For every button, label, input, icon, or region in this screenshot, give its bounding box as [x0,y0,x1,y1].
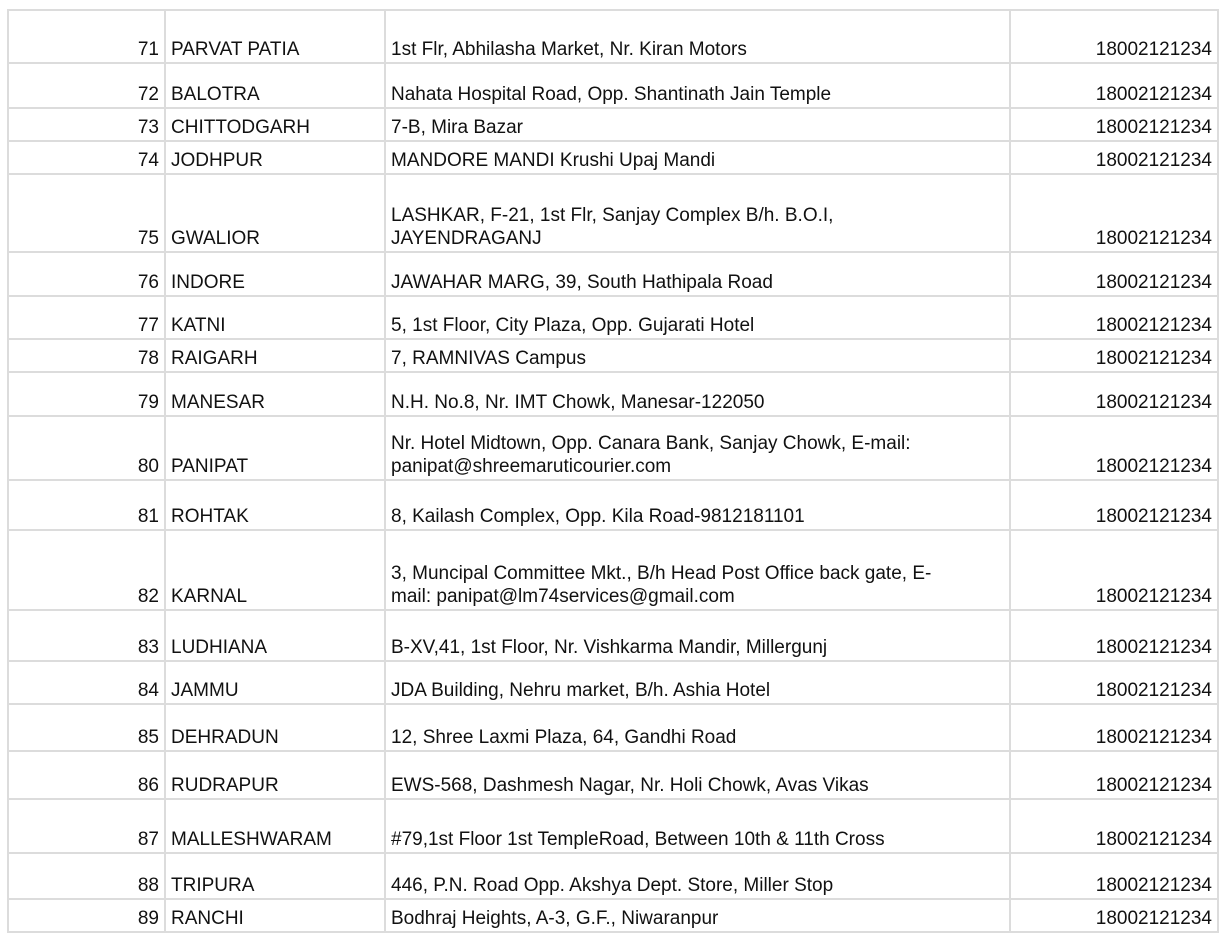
cell-serial-number[interactable]: 80 [8,416,165,480]
address-line: 7-B, Mira Bazar [391,117,523,138]
address-line: EWS-568, Dashmesh Nagar, Nr. Holi Chowk, Avas Vikas [391,775,869,796]
address-line: mail: panipat@lm74services@gmail.com [391,586,735,607]
table-row [8,339,1218,372]
address-line: JAYENDRAGANJ [391,228,542,249]
cell-address[interactable] [385,704,1010,751]
cell-serial-number[interactable]: 85 [8,704,165,751]
table-row [8,751,1218,799]
cell-address[interactable] [385,252,1010,296]
cell-phone[interactable]: 18002121234 [1010,661,1218,704]
cell-serial-number[interactable]: 86 [8,751,165,799]
cell-city[interactable]: LUDHIANA [165,610,385,661]
cell-serial-number[interactable]: 88 [8,853,165,899]
cell-phone[interactable]: 18002121234 [1010,853,1218,899]
cell-phone[interactable]: 18002121234 [1010,416,1218,480]
cell-city[interactable]: TRIPURA [165,853,385,899]
cell-serial-number[interactable]: 89 [8,899,165,932]
cell-city[interactable]: PANIPAT [165,416,385,480]
cell-address[interactable] [385,661,1010,704]
cell-serial-number[interactable]: 77 [8,296,165,339]
cell-address[interactable] [385,108,1010,141]
address-line: #79,1st Floor 1st TempleRoad, Between 10th & 11th Cross [391,829,885,850]
cell-city[interactable]: KATNI [165,296,385,339]
cell-serial-number[interactable]: 82 [8,530,165,610]
table-row [8,899,1218,932]
cell-address[interactable] [385,799,1010,853]
address-line: 12, Shree Laxmi Plaza, 64, Gandhi Road [391,727,737,748]
table-row [8,530,1218,610]
cell-city[interactable]: KARNAL [165,530,385,610]
table-row [8,799,1218,853]
cell-phone[interactable]: 18002121234 [1010,530,1218,610]
table-row [8,704,1218,751]
cell-phone[interactable]: 18002121234 [1010,799,1218,853]
cell-city[interactable]: JODHPUR [165,141,385,174]
cell-address[interactable] [385,530,1010,610]
cell-city[interactable]: INDORE [165,252,385,296]
cell-serial-number[interactable]: 84 [8,661,165,704]
cell-phone[interactable]: 18002121234 [1010,339,1218,372]
address-line: Bodhraj Heights, A-3, G.F., Niwaranpur [391,908,719,929]
cell-address[interactable] [385,372,1010,416]
cell-city[interactable]: BALOTRA [165,63,385,108]
cell-city[interactable]: GWALIOR [165,174,385,252]
cell-city[interactable]: RAIGARH [165,339,385,372]
table-row [8,174,1218,252]
address-line: JAWAHAR MARG, 39, South Hathipala Road [391,272,773,293]
table-row [8,63,1218,108]
cell-serial-number[interactable]: 73 [8,108,165,141]
address-line: MANDORE MANDI Krushi Upaj Mandi [391,150,716,171]
cell-phone[interactable]: 18002121234 [1010,174,1218,252]
cell-address[interactable] [385,296,1010,339]
cell-serial-number[interactable]: 83 [8,610,165,661]
table-row [8,252,1218,296]
cell-phone[interactable]: 18002121234 [1010,63,1218,108]
cell-phone[interactable]: 18002121234 [1010,10,1218,63]
cell-serial-number[interactable]: 75 [8,174,165,252]
cell-phone[interactable]: 18002121234 [1010,610,1218,661]
cell-address[interactable] [385,174,1010,252]
address-line: panipat@shreemaruticourier.com [391,456,672,477]
cell-address[interactable] [385,751,1010,799]
table-row [8,10,1218,63]
address-line: Nahata Hospital Road, Opp. Shantinath Jain Temple [391,84,832,105]
cell-serial-number[interactable]: 71 [8,10,165,63]
cell-city[interactable]: RUDRAPUR [165,751,385,799]
table-row [8,661,1218,704]
address-line: Nr. Hotel Midtown, Opp. Canara Bank, Sanjay Chowk, E-mail: [391,433,911,454]
table-row [8,296,1218,339]
address-line: JDA Building, Nehru market, B/h. Ashia Hotel [391,680,771,701]
cell-serial-number[interactable]: 76 [8,252,165,296]
cell-address[interactable] [385,899,1010,932]
cell-address[interactable] [385,63,1010,108]
branch-table [7,9,1219,933]
cell-address[interactable] [385,339,1010,372]
cell-city[interactable]: JAMMU [165,661,385,704]
cell-address[interactable] [385,416,1010,480]
table-row [8,416,1218,480]
cell-serial-number[interactable]: 81 [8,480,165,530]
branch-table-body [8,10,1218,932]
cell-city[interactable]: ROHTAK [165,480,385,530]
address-line: N.H. No.8, Nr. IMT Chowk, Manesar-122050 [391,392,765,413]
cell-city[interactable]: DEHRADUN [165,704,385,751]
cell-serial-number[interactable]: 78 [8,339,165,372]
table-row [8,480,1218,530]
cell-phone[interactable]: 18002121234 [1010,141,1218,174]
address-line: B-XV,41, 1st Floor, Nr. Vishkarma Mandir, Millergunj [391,637,828,658]
cell-city[interactable]: MALLESHWARAM [165,799,385,853]
cell-phone[interactable]: 18002121234 [1010,108,1218,141]
cell-phone[interactable]: 18002121234 [1010,751,1218,799]
address-line: 446, P.N. Road Opp. Akshya Dept. Store, Miller Stop [391,875,834,896]
table-row [8,141,1218,174]
address-line: 8, Kailash Complex, Opp. Kila Road-9812181101 [391,506,805,527]
cell-address[interactable] [385,853,1010,899]
cell-city[interactable]: MANESAR [165,372,385,416]
cell-city[interactable]: PARVAT PATIA [165,10,385,63]
cell-phone[interactable]: 18002121234 [1010,899,1218,932]
cell-address[interactable] [385,10,1010,63]
cell-serial-number[interactable]: 74 [8,141,165,174]
cell-serial-number[interactable]: 87 [8,799,165,853]
table-row [8,853,1218,899]
cell-phone[interactable]: 18002121234 [1010,296,1218,339]
address-line: LASHKAR, F-21, 1st Flr, Sanjay Complex B/h. B.O.I, [391,205,834,226]
address-line: 7, RAMNIVAS Campus [391,348,586,369]
table-row [8,610,1218,661]
cell-phone[interactable]: 18002121234 [1010,372,1218,416]
cell-phone[interactable]: 18002121234 [1010,252,1218,296]
table-row [8,372,1218,416]
cell-city[interactable]: RANCHI [165,899,385,932]
address-line: 1st Flr, Abhilasha Market, Nr. Kiran Motors [391,39,747,60]
address-line: 3, Muncipal Committee Mkt., B/h Head Post Office back gate, E- [391,563,932,584]
cell-serial-number[interactable]: 79 [8,372,165,416]
cell-phone[interactable]: 18002121234 [1010,704,1218,751]
cell-address[interactable] [385,610,1010,661]
cell-city[interactable]: CHITTODGARH [165,108,385,141]
address-line: 5, 1st Floor, City Plaza, Opp. Gujarati Hotel [391,315,755,336]
cell-address[interactable] [385,480,1010,530]
table-row [8,108,1218,141]
cell-serial-number[interactable]: 72 [8,63,165,108]
cell-address[interactable] [385,141,1010,174]
cell-phone[interactable]: 18002121234 [1010,480,1218,530]
